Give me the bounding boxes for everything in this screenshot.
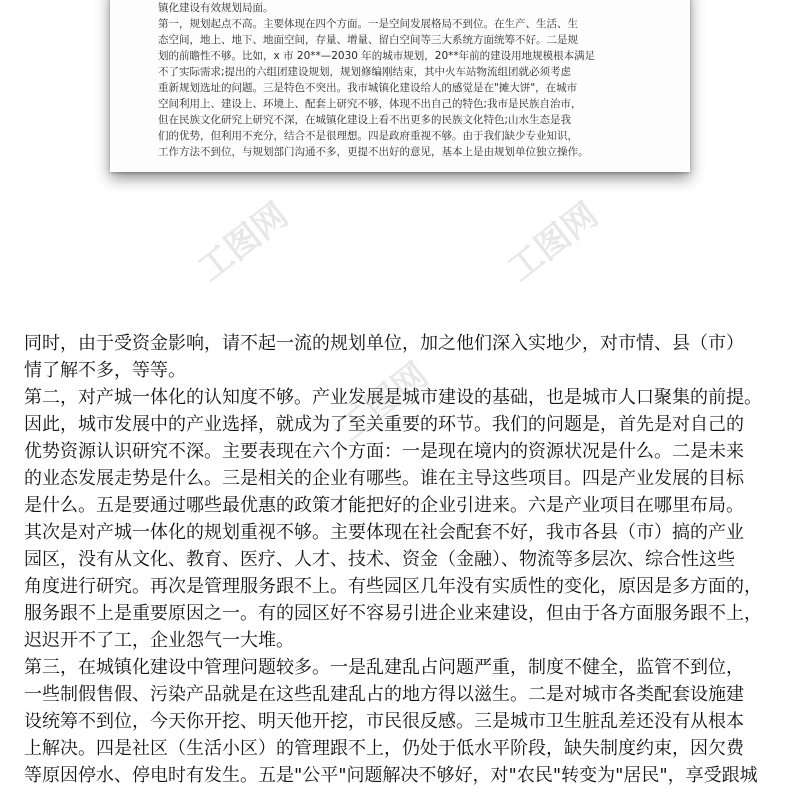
body-line: 等原因停水、停电时有发生。五是"公平"问题解决不够好，对"农民"转变为"居民"，享受跟城: [24, 765, 758, 786]
card-text: [158, 0, 648, 160]
document-body: [24, 330, 784, 789]
body-line: 第三，在城镇化建设中管理问题较多。一是乱建乱占问题严重，制度不健全，监管不到位，: [24, 657, 744, 678]
body-line: 因此，城市发展中的产业选择，就成为了至关重要的环节。我们的问题是，首先是对自己的: [24, 414, 744, 435]
document-preview-card: [110, 0, 690, 172]
body-line: 迟迟开不了工，企业怨气一大堆。: [24, 630, 294, 651]
card-line: 第一，规划起点不高。主要体现在四个方面。一是空间发展格局不到位。在生产、生活、生: [158, 18, 578, 30]
body-line: 同时，由于受资金影响，请不起一流的规划单位，加之他们深入实地少，对市情、县（市）: [24, 333, 744, 354]
body-line: 设统筹不到位，今天你开挖、明天他开挖，市民很反感。三是城市卫生脏乱差还没有从根本: [24, 711, 744, 732]
card-line: 们的优势，但利用不充分，结合不是很理想。四是政府重视不够。由于我们缺少专业知识，: [158, 130, 578, 142]
watermark: 工图网: [500, 195, 606, 290]
watermark: 工图网: [190, 195, 296, 290]
card-line: 镇化建设有效规划局面。: [158, 2, 274, 14]
body-line: 第二，对产城一体化的认知度不够。产业发展是城市建设的基础，也是城市人口聚集的前提。: [24, 387, 762, 408]
card-line: 工作方法不到位，与规划部门沟通不多，更提不出好的意见，基本上是由规划单位独立操作。: [158, 146, 589, 158]
body-line: 情了解不多，等等。: [24, 360, 186, 381]
card-line: 重新规划选址的问题。三是特色不突出。我市城镇化建设给人的感觉是在"摊大饼"，在城市: [158, 82, 578, 94]
card-line: 但在民族文化研究上研究不深，在城镇化建设上看不出更多的民族文化特色;山水生态是我: [158, 114, 572, 126]
body-line: 服务跟不上是重要原因之一。有的园区好不容易引进企业来建设，但由于各方面服务跟不上，: [24, 603, 762, 624]
card-line: 不了实际需求;提出的六组团建设规划，规划修编刚结束，其中火车站物流组团就必须考虑: [158, 66, 572, 78]
card-line: 空间利用上、建设上、环境上、配套上研究不够，体现不出自己的特色;我市是民族自治市，: [158, 98, 582, 110]
card-line: 态空间，地上、地下、地面空间，存量、增量、留白空间等三大系统方面统筹不好。二是规: [158, 34, 578, 46]
body-line: 是什么。五是要通过哪些最优惠的政策才能把好的企业引进来。六是产业项目在哪里布局。: [24, 495, 744, 516]
body-line: 的业态发展走势是什么。三是相关的企业有哪些。谁在主导这些项目。四是产业发展的目标: [24, 468, 744, 489]
watermark: 工图网: [330, 355, 436, 450]
body-line: 上解决。四是社区（生活小区）的管理跟不上，仍处于低水平阶段，缺失制度约束，因欠费: [24, 738, 744, 759]
body-line: 其次是对产城一体化的规划重视不够。主要体现在社会配套不好，我市各县（市）搞的产业: [24, 522, 744, 543]
body-line: 一些制假售假、污染产品就是在这些乱建乱占的地方得以滋生。二是对城市各类配套设施建: [24, 684, 744, 705]
body-line: 优势资源认识研究不深。主要表现在六个方面：一是现在境内的资源状况是什么。二是未来: [24, 441, 744, 462]
body-line: 园区，没有从文化、教育、医疗、人才、技术、资金（金融）、物流等多层次、综合性这些: [24, 549, 735, 570]
card-line: 划的前瞻性不够。比如，x 市 20**—2030 年的城市规划，20**年前的建设用地规模根本满足: [158, 50, 596, 62]
body-line: 角度进行研究。再次是管理服务跟不上。有些园区几年没有实质性的变化，原因是多方面的，: [24, 576, 762, 597]
